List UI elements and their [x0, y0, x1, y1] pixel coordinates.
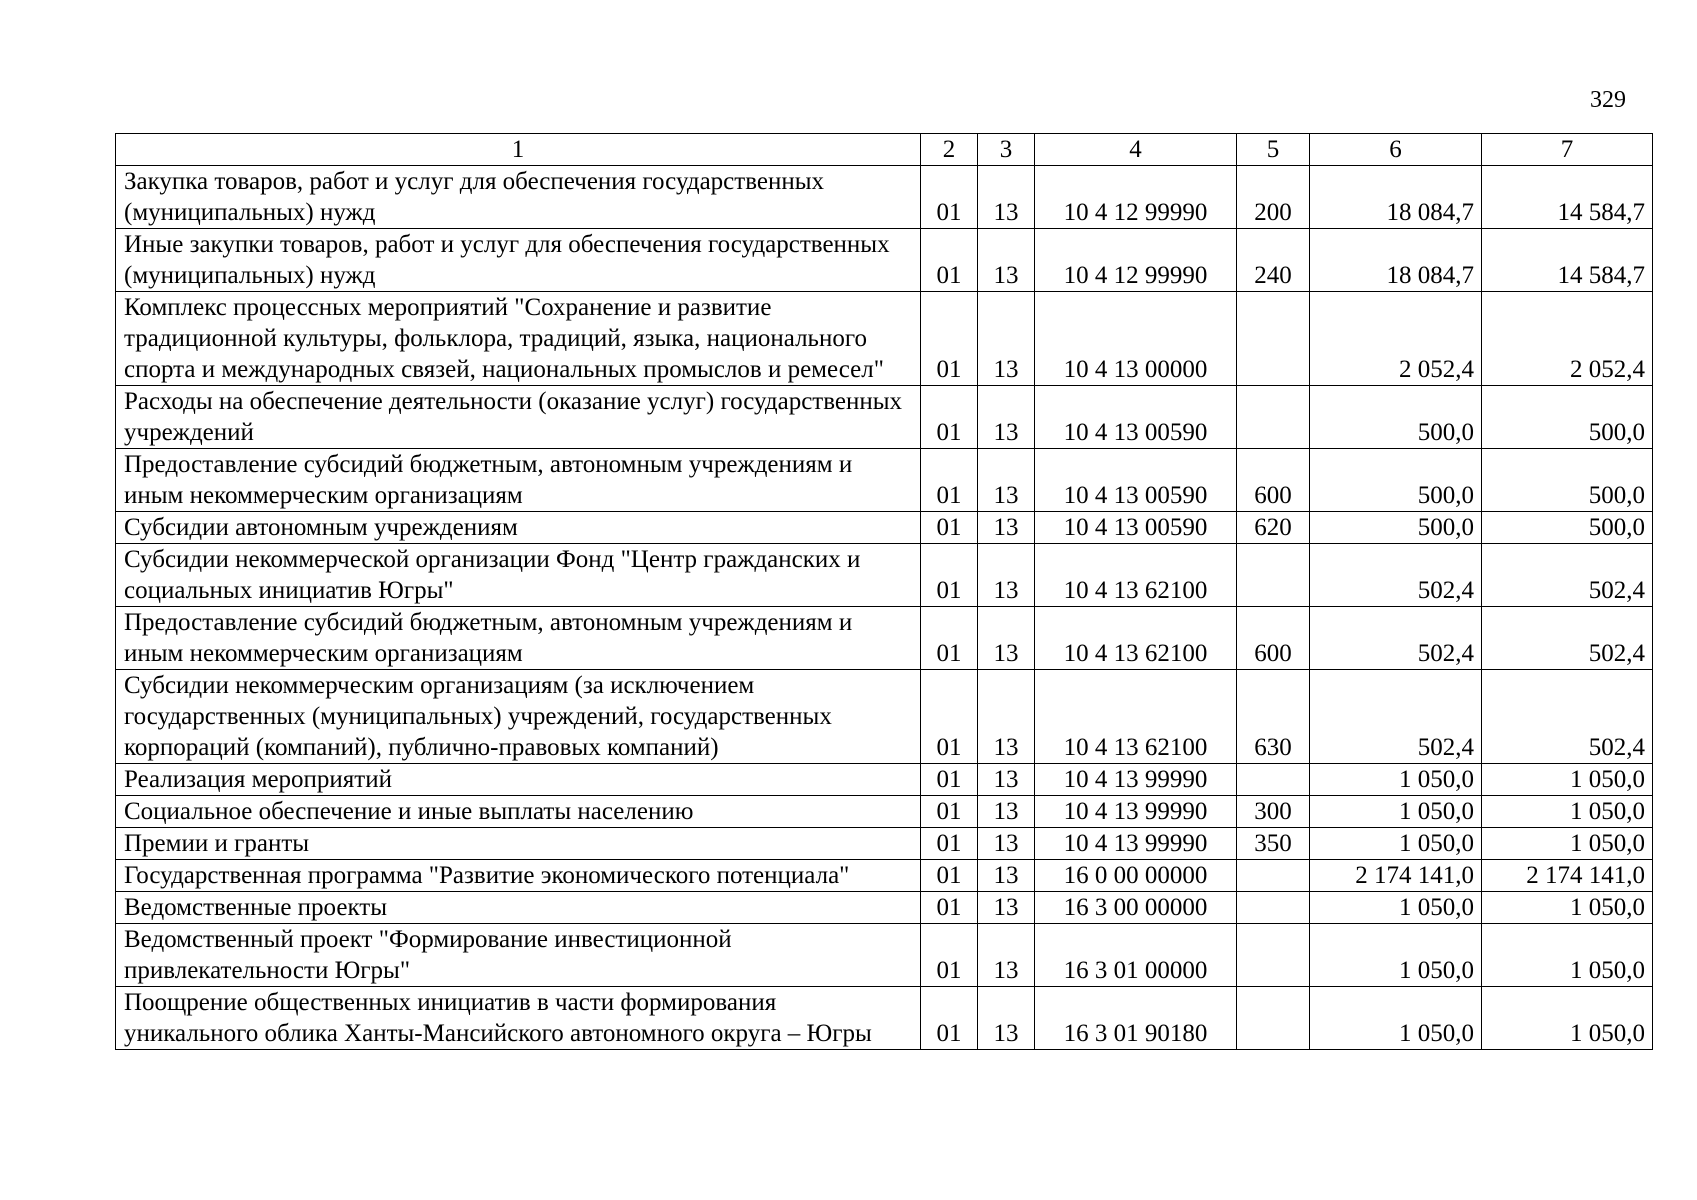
row-name-cell: Комплекс процессных мероприятий "Сохранение и развитие традиционной культуры, фольклора, традиций, языка, национального спорта и международных связей, национальных промыслов и ремесел" — [116, 292, 921, 386]
row-name-cell: Субсидии некоммерческим организациям (за исключением государственных (муниципальных) учреждений, государственных корпораций (компаний), публично-правовых компаний) — [116, 670, 921, 764]
row-subsection-cell: 13 — [978, 987, 1035, 1050]
row-subsection-cell: 13 — [978, 292, 1035, 386]
row-target-article-cell: 10 4 13 00000 — [1035, 292, 1237, 386]
row-amount-2-cell: 500,0 — [1482, 386, 1653, 449]
table-row — [116, 924, 1653, 987]
row-target-article-cell: 10 4 13 62100 — [1035, 607, 1237, 670]
row-expense-type-cell: 350 — [1237, 828, 1310, 860]
row-expense-type-cell — [1237, 292, 1310, 386]
row-subsection-cell: 13 — [978, 607, 1035, 670]
row-amount-1-cell: 2 174 141,0 — [1310, 860, 1482, 892]
row-name-cell: Субсидии автономным учреждениям — [116, 512, 921, 544]
row-expense-type-cell: 200 — [1237, 166, 1310, 229]
table-row — [116, 828, 1653, 860]
row-section-cell: 01 — [921, 892, 978, 924]
table-row — [116, 544, 1653, 607]
row-section-cell: 01 — [921, 860, 978, 892]
row-section-cell: 01 — [921, 987, 978, 1050]
row-amount-1-cell: 1 050,0 — [1310, 764, 1482, 796]
row-target-article-cell: 10 4 13 00590 — [1035, 512, 1237, 544]
row-amount-2-cell: 1 050,0 — [1482, 892, 1653, 924]
row-amount-2-cell: 502,4 — [1482, 544, 1653, 607]
row-section-cell: 01 — [921, 292, 978, 386]
row-section-cell: 01 — [921, 828, 978, 860]
page-number: 329 — [1590, 87, 1626, 113]
row-subsection-cell: 13 — [978, 924, 1035, 987]
row-target-article-cell: 10 4 13 62100 — [1035, 670, 1237, 764]
header-cell-7: 7 — [1482, 134, 1653, 166]
row-expense-type-cell — [1237, 386, 1310, 449]
budget-table — [115, 133, 1653, 1050]
row-subsection-cell: 13 — [978, 166, 1035, 229]
header-cell-3: 3 — [978, 134, 1035, 166]
row-section-cell: 01 — [921, 449, 978, 512]
row-expense-type-cell — [1237, 892, 1310, 924]
row-section-cell: 01 — [921, 544, 978, 607]
row-expense-type-cell: 240 — [1237, 229, 1310, 292]
row-amount-2-cell: 502,4 — [1482, 607, 1653, 670]
row-amount-1-cell: 502,4 — [1310, 544, 1482, 607]
row-subsection-cell: 13 — [978, 796, 1035, 828]
row-name-cell: Расходы на обеспечение деятельности (оказание услуг) государственных учреждений — [116, 386, 921, 449]
row-target-article-cell: 16 3 00 00000 — [1035, 892, 1237, 924]
row-amount-2-cell: 2 052,4 — [1482, 292, 1653, 386]
row-amount-2-cell: 1 050,0 — [1482, 796, 1653, 828]
row-target-article-cell: 10 4 13 00590 — [1035, 386, 1237, 449]
table-row — [116, 987, 1653, 1050]
row-amount-1-cell: 502,4 — [1310, 670, 1482, 764]
row-name-cell: Иные закупки товаров, работ и услуг для обеспечения государственных (муниципальных) нужд — [116, 229, 921, 292]
row-subsection-cell: 13 — [978, 828, 1035, 860]
table-row — [116, 229, 1653, 292]
row-target-article-cell: 16 3 01 90180 — [1035, 987, 1237, 1050]
row-target-article-cell: 16 0 00 00000 — [1035, 860, 1237, 892]
row-expense-type-cell — [1237, 860, 1310, 892]
row-amount-1-cell: 500,0 — [1310, 386, 1482, 449]
row-name-cell: Государственная программа "Развитие экономического потенциала" — [116, 860, 921, 892]
row-subsection-cell: 13 — [978, 670, 1035, 764]
row-section-cell: 01 — [921, 670, 978, 764]
row-subsection-cell: 13 — [978, 764, 1035, 796]
row-amount-1-cell: 18 084,7 — [1310, 229, 1482, 292]
row-expense-type-cell: 300 — [1237, 796, 1310, 828]
row-section-cell: 01 — [921, 796, 978, 828]
table-row — [116, 670, 1653, 764]
row-subsection-cell: 13 — [978, 229, 1035, 292]
row-name-cell: Субсидии некоммерческой организации Фонд "Центр гражданских и социальных инициатив Югры" — [116, 544, 921, 607]
row-expense-type-cell: 600 — [1237, 449, 1310, 512]
row-amount-2-cell: 500,0 — [1482, 512, 1653, 544]
row-expense-type-cell: 600 — [1237, 607, 1310, 670]
row-expense-type-cell — [1237, 764, 1310, 796]
table-row — [116, 449, 1653, 512]
row-section-cell: 01 — [921, 607, 978, 670]
header-cell-1: 1 — [116, 134, 921, 166]
row-subsection-cell: 13 — [978, 544, 1035, 607]
row-subsection-cell: 13 — [978, 386, 1035, 449]
header-cell-2: 2 — [921, 134, 978, 166]
row-target-article-cell: 10 4 13 99990 — [1035, 764, 1237, 796]
row-name-cell: Ведомственные проекты — [116, 892, 921, 924]
table-row — [116, 166, 1653, 229]
row-expense-type-cell — [1237, 987, 1310, 1050]
row-section-cell: 01 — [921, 764, 978, 796]
row-name-cell: Реализация мероприятий — [116, 764, 921, 796]
table-row — [116, 892, 1653, 924]
table-row — [116, 512, 1653, 544]
row-name-cell: Закупка товаров, работ и услуг для обеспечения государственных (муниципальных) нужд — [116, 166, 921, 229]
row-amount-1-cell: 1 050,0 — [1310, 987, 1482, 1050]
row-target-article-cell: 16 3 01 00000 — [1035, 924, 1237, 987]
table-row — [116, 764, 1653, 796]
table-body — [116, 134, 1653, 1050]
row-amount-2-cell: 1 050,0 — [1482, 828, 1653, 860]
row-amount-2-cell: 1 050,0 — [1482, 764, 1653, 796]
row-expense-type-cell: 620 — [1237, 512, 1310, 544]
row-subsection-cell: 13 — [978, 512, 1035, 544]
row-expense-type-cell — [1237, 924, 1310, 987]
row-expense-type-cell: 630 — [1237, 670, 1310, 764]
row-section-cell: 01 — [921, 166, 978, 229]
row-amount-2-cell: 1 050,0 — [1482, 924, 1653, 987]
row-amount-1-cell: 18 084,7 — [1310, 166, 1482, 229]
header-cell-4: 4 — [1035, 134, 1237, 166]
row-target-article-cell: 10 4 13 62100 — [1035, 544, 1237, 607]
row-target-article-cell: 10 4 12 99990 — [1035, 229, 1237, 292]
row-subsection-cell: 13 — [978, 449, 1035, 512]
row-name-cell: Поощрение общественных инициатив в части формирования уникального облика Ханты-Мансийского автономного округа – Югры — [116, 987, 921, 1050]
row-target-article-cell: 10 4 13 99990 — [1035, 828, 1237, 860]
table-row — [116, 796, 1653, 828]
row-amount-1-cell: 1 050,0 — [1310, 828, 1482, 860]
table-row — [116, 860, 1653, 892]
row-amount-1-cell: 1 050,0 — [1310, 796, 1482, 828]
row-name-cell: Предоставление субсидий бюджетным, автономным учреждениям и иным некоммерческим организациям — [116, 607, 921, 670]
row-amount-1-cell: 1 050,0 — [1310, 892, 1482, 924]
table-header-row — [116, 134, 1653, 166]
row-subsection-cell: 13 — [978, 860, 1035, 892]
row-amount-2-cell: 14 584,7 — [1482, 166, 1653, 229]
row-section-cell: 01 — [921, 512, 978, 544]
row-section-cell: 01 — [921, 386, 978, 449]
row-name-cell: Ведомственный проект "Формирование инвестиционной привлекательности Югры" — [116, 924, 921, 987]
row-amount-1-cell: 500,0 — [1310, 512, 1482, 544]
row-target-article-cell: 10 4 13 99990 — [1035, 796, 1237, 828]
row-amount-2-cell: 1 050,0 — [1482, 987, 1653, 1050]
row-section-cell: 01 — [921, 229, 978, 292]
row-name-cell: Премии и гранты — [116, 828, 921, 860]
table-row — [116, 292, 1653, 386]
row-target-article-cell: 10 4 12 99990 — [1035, 166, 1237, 229]
header-cell-5: 5 — [1237, 134, 1310, 166]
table-row — [116, 386, 1653, 449]
row-amount-1-cell: 502,4 — [1310, 607, 1482, 670]
row-amount-2-cell: 500,0 — [1482, 449, 1653, 512]
table-row — [116, 607, 1653, 670]
row-amount-1-cell: 1 050,0 — [1310, 924, 1482, 987]
row-name-cell: Социальное обеспечение и иные выплаты населению — [116, 796, 921, 828]
row-amount-2-cell: 14 584,7 — [1482, 229, 1653, 292]
row-name-cell: Предоставление субсидий бюджетным, автономным учреждениям и иным некоммерческим организациям — [116, 449, 921, 512]
row-amount-2-cell: 2 174 141,0 — [1482, 860, 1653, 892]
row-amount-1-cell: 2 052,4 — [1310, 292, 1482, 386]
row-expense-type-cell — [1237, 544, 1310, 607]
header-cell-6: 6 — [1310, 134, 1482, 166]
row-amount-2-cell: 502,4 — [1482, 670, 1653, 764]
row-amount-1-cell: 500,0 — [1310, 449, 1482, 512]
row-section-cell: 01 — [921, 924, 978, 987]
row-subsection-cell: 13 — [978, 892, 1035, 924]
row-target-article-cell: 10 4 13 00590 — [1035, 449, 1237, 512]
